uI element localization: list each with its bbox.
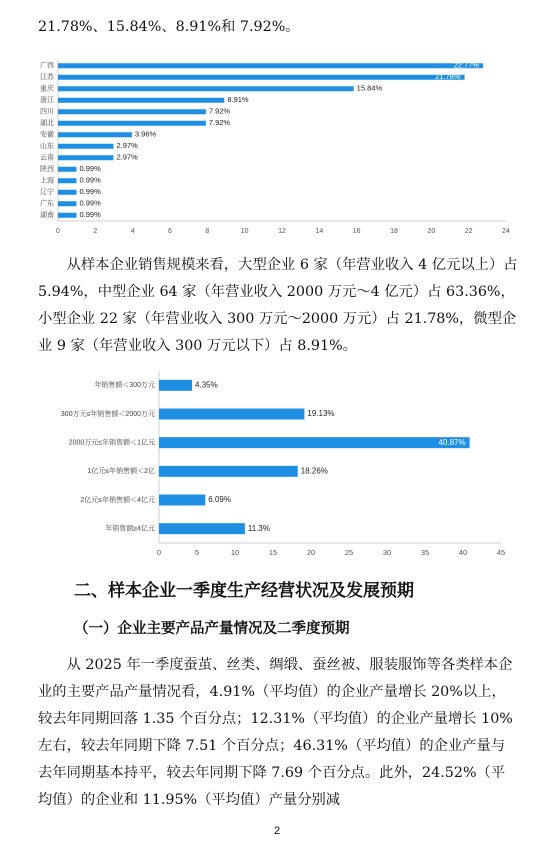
output-paragraph: 从 2025 年一季度蚕茧、丝类、绸缎、蚕丝被、服装服饰等各类样本企业的主要产品产量情况看，4.91%（平均值）的企业产量增长 20%以上，较去年同期回落 1.35 个百分点；12.31%（平均值）的企业产量增长 10%左右，较去年同期下降 7.51 个百分点；46.31%（平均值）的企业产量与去年同期基本持平，较去年同期下降 7.69 个百分点。此外，24.52%（平均值）的企业和 11.95%（平均值）产量分别减 [38,657,513,808]
category-label: 300万元≤年销售额＜2000万元 [60,410,155,418]
bar [58,178,76,183]
x-tick-label: 30 [382,548,392,557]
category-label: 1亿元≤年销售额＜2亿 [87,468,155,476]
bar [58,121,206,126]
category-label: 广西 [40,62,54,70]
x-tick-label: 18 [390,228,398,235]
sales-scale-paragraph: 从样本企业销售规模来看，大型企业 6 家（年营业收入 4 亿元以上）占 5.94%，中型企业 64 家（年营业收入 2000 万元～4 亿元）占 63.36%，小型企业 22 家（年营业收入 300 万元～2000 万元）占 21.78%，微型企业 9 家（年营业收入 300 万元以下）占 8.91%。 [38,257,518,354]
bar [58,190,76,195]
sales-scale-bar-chart-svg [28,368,528,560]
data-label: 40.87% [438,437,466,447]
x-tick-label: 10 [240,228,249,235]
bar [159,523,245,534]
x-tick-label: 35 [420,548,430,557]
subsection-heading: （一）企业主要产品产量情况及二季度预期 [74,621,350,637]
data-label: 15.84% [356,83,383,93]
bar [58,155,113,160]
category-label: 广东 [40,200,54,208]
data-label: 0.99% [79,198,101,208]
category-label: 湖北 [40,120,54,128]
category-label: 江苏 [40,74,54,82]
bar [58,144,113,149]
data-label: 2.97% [116,152,138,162]
x-tick-label: 40 [458,548,468,557]
data-label: 6.09% [208,495,231,505]
bar [58,75,465,80]
bar [159,466,298,477]
bar [159,409,304,420]
category-label: 年销售额＜300万元 [94,382,155,390]
x-tick-label: 14 [315,228,324,235]
category-label: 云南 [40,154,54,162]
data-label: 7.92% [208,118,231,128]
category-label: 2000万元≤年销售额＜1亿元 [68,439,155,447]
x-tick-label: 22 [464,228,473,235]
x-tick-label: 45 [496,548,506,557]
data-label: 0.99% [79,164,101,174]
sales-scale-bar-chart [28,368,528,560]
bar [58,86,354,91]
section-heading: 二、样本企业一季度生产经营状况及发展预期 [74,581,414,601]
category-label: 四川 [40,108,54,116]
bar [58,213,76,218]
data-label: 0.99% [79,175,101,185]
x-tick-label: 10 [230,548,240,557]
x-tick-label: 16 [352,228,361,235]
x-tick-label: 4 [130,228,135,235]
data-label: 3.96% [134,129,157,139]
data-label: 0.99% [79,187,101,197]
data-label: 11.3% [247,523,270,533]
category-label: 年销售额≥4亿元 [105,525,155,533]
category-label: 安徽 [40,131,54,139]
x-tick-label: 20 [427,228,436,235]
data-label: 18.26% [300,466,328,476]
bar [58,98,224,103]
province-bar-chart [28,55,528,240]
bar [58,201,76,206]
data-label: 2.97% [116,141,138,151]
intro-line: 21.78%、15.84%、8.91%和 7.92%。 [38,19,300,35]
data-label: 22.77% [453,60,480,70]
bar [159,380,192,391]
category-label: 重庆 [40,85,54,93]
x-tick-label: 0 [56,228,60,235]
x-tick-label: 2 [93,228,98,235]
category-label: 上海 [40,177,54,185]
category-label: 陕西 [40,166,54,174]
x-tick-label: 24 [502,228,510,235]
category-label: 2亿元≤年销售额＜4亿元 [80,496,155,504]
x-tick-label: 5 [194,548,200,557]
x-tick-label: 20 [306,548,316,557]
x-tick-label: 25 [344,548,354,557]
bar [58,167,76,172]
category-label: 山东 [40,143,54,151]
x-tick-label: 15 [268,548,278,557]
x-tick-label: 0 [156,548,162,557]
x-tick-label: 12 [278,228,286,235]
data-label: 0.99% [79,210,101,220]
bar [58,60,483,70]
x-tick-label: 8 [205,228,210,235]
page-number: 2 [273,825,281,837]
x-tick-label: 6 [168,228,172,235]
category-label: 湖南 [40,212,54,220]
province-bar-chart-svg [28,55,528,240]
bar [58,132,132,137]
bar [159,437,470,448]
category-label: 浙江 [40,97,54,105]
data-label: 19.13% [307,409,335,419]
data-label: 8.91% [227,95,249,105]
data-label: 7.92% [208,106,231,116]
category-label: 辽宁 [40,189,54,197]
bar [58,109,206,114]
bar [159,495,205,506]
data-label: 4.35% [195,380,218,390]
data-label: 21.78% [435,72,461,82]
